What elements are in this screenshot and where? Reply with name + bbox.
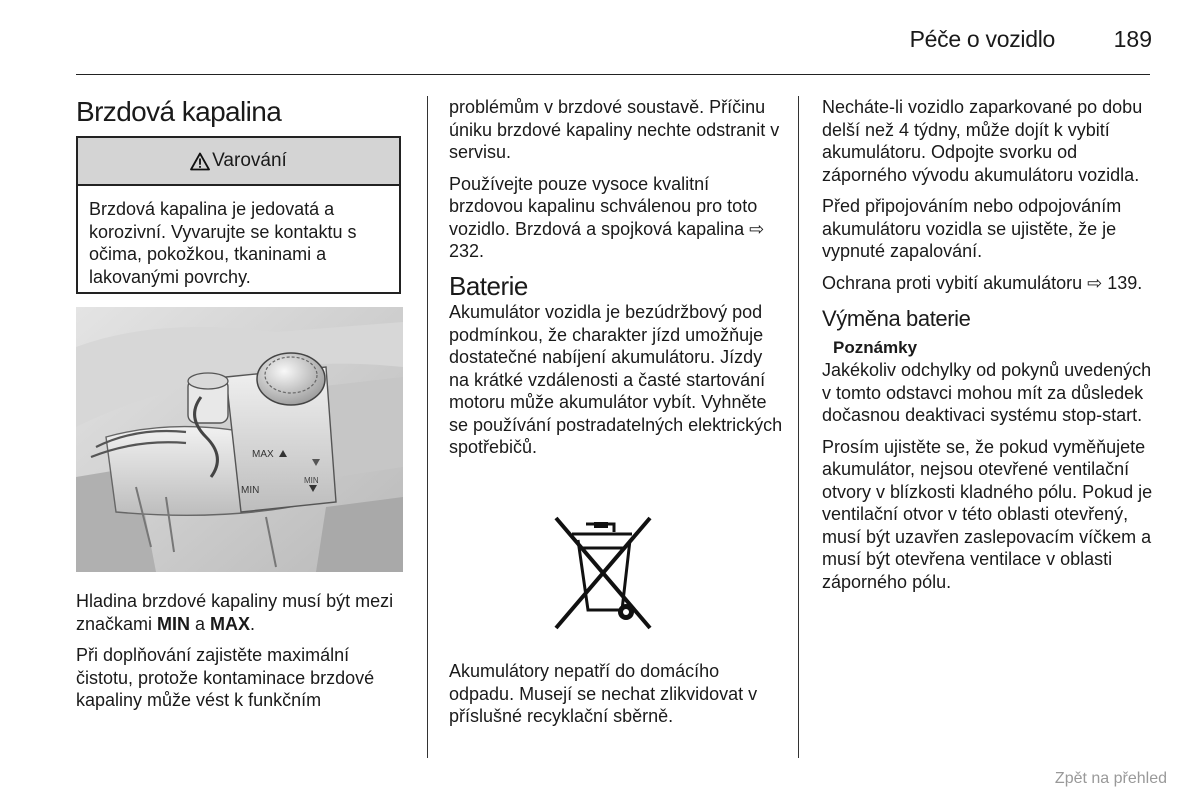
parking-paragraph: Necháte-li vozidlo zaparkované po dobu delší než 4 týdny, může dojít k vybití akumulátoru. Odpojte svorku od záporného vývodu akumulátoru vozidla.	[822, 97, 1143, 185]
page-number: 189	[1113, 26, 1152, 52]
middle-column	[449, 96, 784, 468]
leak-paragraph: problémům v brzdové soustavě. Příčinu úniku brzdové kapaliny nechte odstranit v servisu.	[449, 97, 780, 162]
disposal-text	[449, 660, 784, 737]
warning-label: Varování	[212, 150, 287, 171]
warning-header	[78, 138, 399, 186]
back-to-overview-link[interactable]: Zpět na přehled	[1054, 770, 1167, 787]
level-text: Hladina brzdové kapaliny musí být mezi značkami	[76, 591, 394, 634]
protection-paragraph: Ochrana proti vybití akumulátoru ⇨ 139.	[822, 272, 1143, 293]
brake-fluid-reservoir-image	[76, 307, 403, 572]
svg-text:MIN: MIN	[304, 476, 319, 485]
level-end: .	[250, 613, 256, 634]
warning-box	[76, 136, 401, 294]
battery-paragraph: Akumulátor vozidla je bezúdržbový pod podmínkou, že charakter jízd umožňuje dostatečné nabíjení akumulátoru. Jízdy na krátké vzdálenosti a časté startování motoru může akumulátor vybít. Vyhněte se používání postradatelných elektrických spotřebičů.	[449, 302, 783, 457]
ignition-paragraph: Před připojováním nebo odpojováním akumulátoru vozidla se ujistěte, že je vypnuté zapalování.	[822, 196, 1122, 261]
max-mark: MAX	[210, 613, 251, 634]
column-divider-1	[427, 96, 428, 758]
section-heading-brake-fluid: Brzdová kapalina	[76, 96, 282, 127]
min-label: MIN	[241, 485, 260, 496]
crossed-out-bin-icon	[548, 512, 658, 638]
disposal-paragraph: Akumulátory nepatří do domácího odpadu. Musejí se nechat zlikvidovat v příslušné recyklační sběrně.	[449, 661, 758, 726]
note-text: Jakékoliv odchylky od pokynů uvedených v tomto odstavci mohou mít za důsledek dočasnou deaktivaci systému stop-start.	[822, 360, 1152, 425]
max-label: MAX	[252, 449, 274, 460]
level-and: a	[190, 613, 211, 634]
brake-fluid-text	[76, 590, 411, 721]
vent-paragraph: Prosím ujistěte se, že pokud vyměňujete akumulátor, nejsou otevřené ventilační otvory v blízkosti kladného pólu. Pokud je ventilační otvor v této oblasti otevřený, musí být uzavřen zaslepovacím víčkem a musí být otevřena ventilace v oblasti záporného pólu.	[822, 436, 1153, 592]
section-heading-battery: Baterie	[449, 270, 528, 301]
note-title: Poznámky	[833, 337, 918, 357]
column-divider-2	[798, 96, 799, 758]
section-heading-battery-replacement: Výměna baterie	[822, 306, 971, 331]
header-rule	[76, 74, 1150, 75]
warning-triangle-icon	[190, 152, 210, 171]
warning-text: Brzdová kapalina je jedovatá a korozivní. Vyvarujte se kontaktu s očima, pokožkou, tkaninami a lakovanými povrchy.	[89, 199, 357, 287]
quality-paragraph: Používejte pouze vysoce kvalitní brzdovou kapalinu schválenou pro toto vozidlo. Brzdová a spojková kapalina ⇨ 232.	[449, 173, 765, 261]
cleanliness-paragraph: Při doplňování zajistěte maximální čistotu, protože kontaminace brzdové kapaliny může vést k funkčním	[76, 645, 375, 710]
page-header-title: Péče o vozidlo	[909, 26, 1055, 52]
min-mark: MIN	[157, 613, 191, 634]
level-paragraph	[76, 590, 411, 635]
right-column	[822, 96, 1157, 602]
